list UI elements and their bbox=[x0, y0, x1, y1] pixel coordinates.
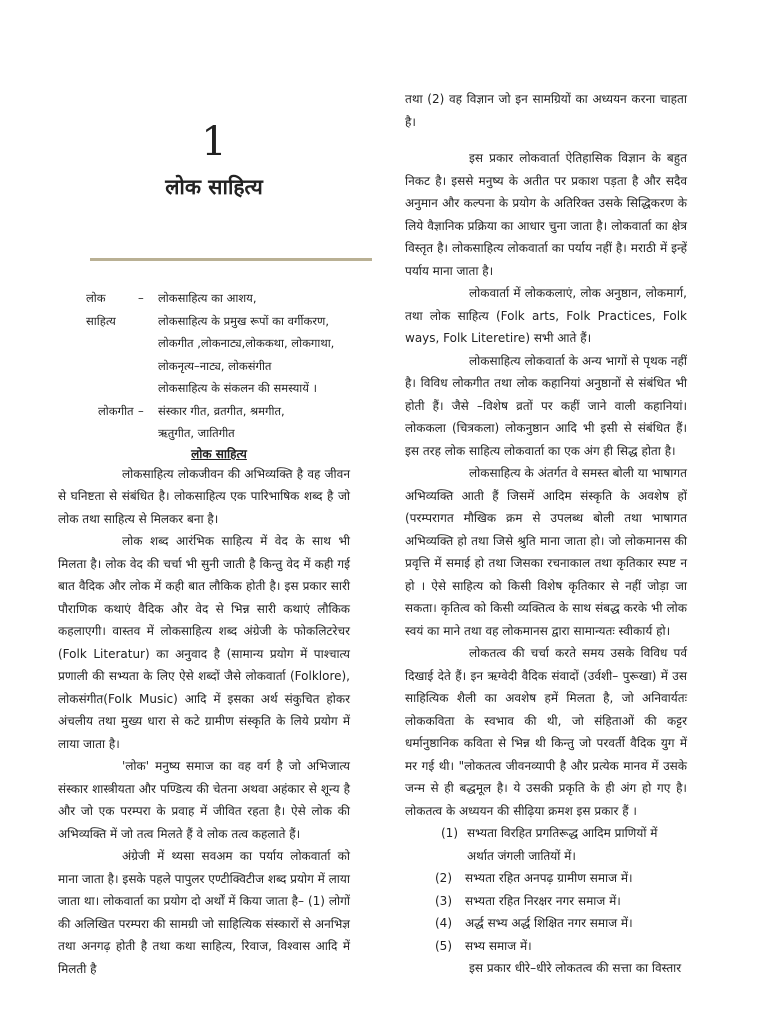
list-text: सभ्य समाज में। bbox=[465, 938, 532, 953]
list-text: सभ्यता रहित अनपढ़ ग्रामीण समाज में। bbox=[465, 871, 633, 885]
left-column bbox=[58, 120, 350, 980]
list-item bbox=[405, 935, 687, 958]
list-item bbox=[405, 890, 687, 913]
paragraph: लोकसाहित्य के अंतर्गत वे समस्त बोली या भाषागत अभिव्यक्ति आती हैं जिसमें आदिम संस्कृति के अवशेष हों (परम्परागत मौखिक क्रम से उपलब्ध बोली तथा भाषागत अभिव्यक्ति हो तथा जिसे श्रुति माना जाता हो। जो लोकमानस की प्रवृत्ति में समाई हो तथा जिसका रचनाकाल तथा कृतिकार स्पष्ट न हो । ऐसे साहित्य को किसी विशेष कृतिकार से नहीं जोड़ा जा सकता। कृतित्व को किसी व्यक्तित्व के साथ संबद्ध करके भी लोक स्वयं का माने तथा वह लोकमानस द्वारा सामान्यतः स्वीकार्य हो। bbox=[405, 466, 687, 638]
list-text: अर्द्ध सभ्य अर्द्ध शिक्षित नगर समाज में। bbox=[465, 916, 633, 930]
toc-item: लोकनृत्य–नाट्य, लोकसंगीत bbox=[158, 358, 272, 373]
list-number: (4) bbox=[435, 916, 452, 930]
paragraph: लोकतत्व की चर्चा करते समय उसके विविध पर्व दिखाई देते हैं। इन ऋग्वेदी वैदिक संवादों (उर्वशी– पुरूखा) में उस साहित्यिक शैली का अवशेष हमें मिलता है, जो अनिवार्यतः लोककविता के स्वभाव की थी, जो संहिताओं की कट्टर धर्मानुष्ठानिक कविता से भिन्न थी किन्तु जो परवर्ती वैदिक युग में मर गई थी। "लोकतत्व जीवनव्यापी है और प्रत्येक मानव में उसके जन्म से ही बद्धमूल है। ये उसकी प्रकृति के ही अंग हो गए है। लोकतत्व के अध्ययन की सीढ़िया क्रमश इस प्रकार हैं । bbox=[405, 646, 687, 818]
toc-item: लोकसाहित्य के प्रमुख रूपों का वर्गीकरण, bbox=[158, 313, 329, 328]
chapter-contents bbox=[58, 287, 350, 445]
toc-label: लोकगीत bbox=[98, 403, 134, 418]
toc-item: लोकगीत ,लोकनाट्य,लोककथा, लोकगाथा, bbox=[158, 336, 335, 350]
chapter-number: 1 bbox=[201, 119, 227, 165]
chapter-title: लोक साहित्य bbox=[165, 175, 263, 199]
list-number: (1) bbox=[441, 826, 458, 840]
list-item bbox=[405, 867, 687, 890]
toc-item: संस्कार गीत, व्रतगीत, श्रमगीत, bbox=[158, 403, 285, 418]
toc-dash: – bbox=[138, 403, 144, 418]
toc-item: ऋतुगीत, जातिगीत bbox=[158, 426, 235, 440]
toc-group-lokgeet bbox=[58, 400, 350, 445]
paragraph: इस प्रकार धीरे–धीरे लोकतत्व की सत्ता का विस्तार bbox=[469, 961, 682, 975]
right-column bbox=[405, 88, 687, 980]
toc-items bbox=[158, 287, 350, 400]
toc-items bbox=[158, 400, 350, 445]
toc-label: लोक साहित्य bbox=[86, 291, 116, 328]
paragraph: लोकवार्ता में लोककलाएं, लोक अनुष्ठान, लोकमार्ग, तथा लोक साहित्य (Folk arts, Folk Practices, Folk ways, Folk Literetire) सभी आते हैं। bbox=[405, 286, 687, 345]
paragraph: इस प्रकार लोकवार्ता ऐतिहासिक विज्ञान के बहुत निकट है। इससे मनुष्य के अतीत पर प्रकाश पड़ता है और सदैव अनुमान और कल्पना के प्रयोग के अतिरिक्त उसके सिद्धिकरण के लिये वैज्ञानिक प्रक्रिया का आधार चुना जाता है। लोकवार्ता का क्षेत्र विस्तृत है। लोकसाहित्य लोकवार्ता का पर्याय नहीं है। मराठी में इन्हें पर्याय माना जाता है। bbox=[405, 151, 687, 278]
list-item bbox=[405, 912, 687, 935]
paragraph: 'लोक' मनुष्य समाज का वह वर्ग है जो अभिजात्य संस्कार शास्त्रीयता और पण्डित्य की चेतना अथवा अहंकार से शून्य है और जो एक परम्परा के प्रवाह में जीवित रहता है। ऐसे लोक की अभिव्यक्ति में जो तत्व मिलते हैं वे लोक तत्व कहलाते हैं। bbox=[58, 759, 350, 841]
list-text: सभ्यता विरहित प्रगतिरूद्ध आदिम प्राणियों में अर्थात जंगली जातियों में। bbox=[467, 826, 658, 863]
stages-list bbox=[405, 822, 687, 957]
list-text: सभ्यता रहित निरक्षर नगर समाज में। bbox=[465, 893, 621, 908]
list-number: (3) bbox=[435, 893, 452, 908]
paragraph: अंग्रेजी में थ्यसा सवअम का पर्याय लोकवार्ता को माना जाता है। इसके पहले पापुलर एण्टीक्विटीज शब्द प्रयोग में लाया जाता था। लोकवार्ता का प्रयोग दो अर्थों में किया जाता है– (1) लोगों की अलिखित परम्परा की सामग्री जो साहित्यिक संस्कारों से अनभिज्ञ तथा अनगढ़ होती है तथा कथा साहित्य, रिवाज, विश्वास आदि में मिलती है bbox=[58, 849, 350, 976]
paragraph: लोक शब्द आरंभिक साहित्य में वेद के साथ भी मिलता है। लोक वेद की चर्चा भी सुनी जाती है किन्तु वेद में कही गई बात वैदिक और लोक में कही बात लौकिक होती है। इस प्रकार सारी पौराणिक कथाएं वैदिक और वेद से भिन्न सारी कथाएं लौकिक कहलाएगी। वास्तव में लोकसाहित्य शब्द अंग्रेजी के फोकलिटरेचर (Folk Literatur) का अनुवाद है (सामान्य प्रयोग में पाश्चात्य प्रणाली की सभ्यता के लिए ऐसे शब्दों जैसे लोकवार्ता (Folklore), लोकसंगीत(Folk Music) आदि में इसका अर्थ संकुचित होकर अंचलीय तथा मुख्य धारा से कटे ग्रामीण संस्कृति के लिये प्रयोग में लाया जाता है। bbox=[58, 534, 350, 751]
list-number: (5) bbox=[435, 938, 452, 953]
toc-item: लोकसाहित्य के संकलन की समस्यायें । bbox=[158, 381, 317, 395]
list-item bbox=[405, 822, 687, 867]
paragraph: लोकसाहित्य लोकवार्ता के अन्य भागों से पृथक नहीं है। विविध लोकगीत तथा लोक कहानियां अनुष्ठानों से संबंधित भी होती हैं। जैसे –विशेष व्रतों पर कहीं जाने वाली कहानियां। लोककला (चित्रकला) लोकनुष्ठान आदि भी इसी से संबंधित हैं। इस तरह लोक साहित्य लोकवार्ता का एक अंग ही सिद्ध होता है। bbox=[405, 353, 687, 458]
paragraph: तथा (2) वह विज्ञान जो इन सामग्रियों का अध्ययन करना चाहता है। bbox=[405, 92, 687, 129]
title-divider bbox=[90, 258, 372, 261]
section-heading: लोक साहित्य bbox=[191, 446, 247, 461]
list-number: (2) bbox=[435, 871, 452, 885]
paragraph: लोकसाहित्य लोकजीवन की अभिव्यक्ति है वह जीवन से घनिष्टता से संबंधित है। लोकसाहित्य एक पारिभाषिक शब्द है जो लोक तथा साहित्य से मिलकर बना है। bbox=[58, 466, 350, 526]
toc-group-lok-sahitya bbox=[58, 287, 350, 400]
toc-item: लोकसाहित्य का आशय, bbox=[158, 291, 257, 305]
toc-dash: – bbox=[138, 291, 144, 305]
